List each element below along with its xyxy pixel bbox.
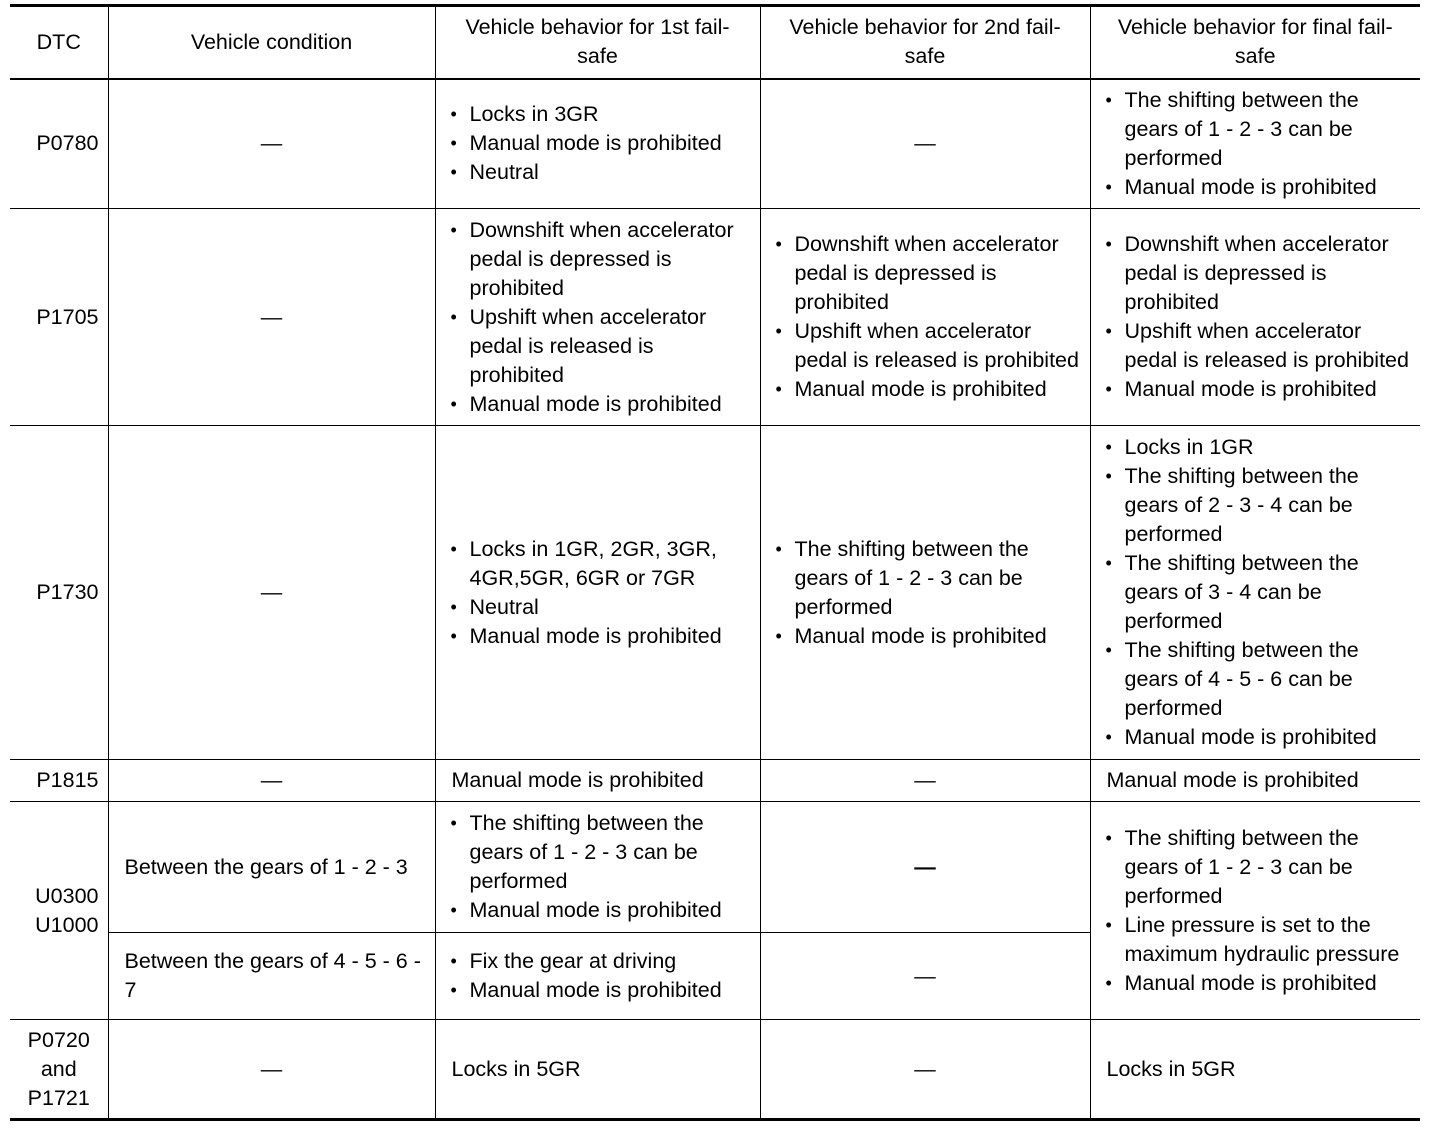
table-row	[10, 426, 1420, 760]
bullet-list	[446, 947, 750, 1005]
bullet-list	[446, 809, 750, 925]
dtc-code: P1815	[10, 760, 108, 802]
list-item: • Neutral	[446, 593, 750, 622]
final-failsafe-cell	[1090, 209, 1420, 426]
bullet-list	[771, 535, 1080, 651]
list-item: • Downshift when accelerator pedal is depressed is prohibited	[1101, 230, 1411, 317]
second-failsafe-dash: —	[760, 1020, 1090, 1120]
condition-dash: —	[108, 79, 435, 209]
bullet-list	[1101, 824, 1411, 998]
final-failsafe-cell: Locks in 5GR	[1090, 1020, 1420, 1120]
list-item: • The shifting between the gears of 4 - 5 - 6 can be performed	[1101, 636, 1411, 723]
first-failsafe-cell	[435, 426, 760, 760]
final-failsafe-cell	[1090, 426, 1420, 760]
header-1st-failsafe: Vehicle behavior for 1st fail-safe	[435, 6, 760, 79]
list-item: • Manual mode is prohibited	[1101, 969, 1411, 998]
final-failsafe-cell: Manual mode is prohibited	[1090, 760, 1420, 802]
condition-dash: —	[108, 1020, 435, 1120]
header-vehicle-condition: Vehicle condition	[108, 6, 435, 79]
second-failsafe-dash: —	[760, 79, 1090, 209]
second-failsafe-dash: —	[760, 760, 1090, 802]
dtc-failsafe-table	[10, 4, 1420, 1121]
first-failsafe-cell: Locks in 5GR	[435, 1020, 760, 1120]
list-item: • Upshift when accelerator pedal is released is prohibited	[771, 317, 1080, 375]
dtc-code-line: and	[40, 1056, 77, 1081]
list-item: • Locks in 3GR	[446, 100, 750, 129]
header-2nd-failsafe: Vehicle behavior for 2nd fail-safe	[760, 6, 1090, 79]
dtc-code	[10, 802, 108, 1020]
condition-dash: —	[108, 760, 435, 802]
list-item: • The shifting between the gears of 1 - 2 - 3 can be performed	[1101, 86, 1411, 173]
dtc-code-line: U0300	[35, 883, 99, 908]
list-item: • Downshift when accelerator pedal is depressed is prohibited	[771, 230, 1080, 317]
bullet-list	[1101, 230, 1411, 404]
list-item: • Downshift when accelerator pedal is depressed is prohibited	[446, 216, 750, 303]
bullet-list	[446, 100, 750, 187]
final-failsafe-cell	[1090, 802, 1420, 1020]
dtc-code-line: P1721	[27, 1085, 90, 1110]
list-item: • Manual mode is prohibited	[446, 390, 750, 419]
first-failsafe-cell: Manual mode is prohibited	[435, 760, 760, 802]
second-failsafe-cell	[760, 426, 1090, 760]
condition-dash: —	[108, 209, 435, 426]
list-item: • Manual mode is prohibited	[446, 622, 750, 651]
header-row	[10, 6, 1420, 79]
list-item: • Manual mode is prohibited	[1101, 723, 1411, 752]
condition-cell: Between the gears of 1 - 2 - 3	[108, 802, 435, 933]
dtc-code	[10, 1020, 108, 1120]
table-row	[10, 802, 1420, 933]
table-row	[10, 209, 1420, 426]
list-item: • Upshift when accelerator pedal is released is prohibited	[1101, 317, 1411, 375]
condition-cell: Between the gears of 4 - 5 - 6 - 7	[108, 933, 435, 1020]
list-item: • Manual mode is prohibited	[446, 129, 750, 158]
list-item: • Manual mode is prohibited	[1101, 375, 1411, 404]
table-row	[10, 79, 1420, 209]
dtc-code-line: U1000	[35, 912, 99, 937]
final-failsafe-cell	[1090, 79, 1420, 209]
list-item: • The shifting between the gears of 1 - 2 - 3 can be performed	[1101, 824, 1411, 911]
list-item: • Locks in 1GR, 2GR, 3GR, 4GR,5GR, 6GR or 7GR	[446, 535, 750, 593]
bullet-list	[1101, 433, 1411, 752]
failsafe-table-page	[10, 4, 1420, 1121]
list-item: • The shifting between the gears of 2 - 3 - 4 can be performed	[1101, 462, 1411, 549]
table-row	[10, 760, 1420, 802]
list-item: • Manual mode is prohibited	[446, 976, 750, 1005]
list-item: • Neutral	[446, 158, 750, 187]
list-item: • Fix the gear at driving	[446, 947, 750, 976]
second-failsafe-cell	[760, 209, 1090, 426]
bullet-list	[446, 216, 750, 419]
list-item: • Line pressure is set to the maximum hydraulic pressure	[1101, 911, 1411, 969]
list-item: • Manual mode is prohibited	[1101, 173, 1411, 202]
list-item: • Manual mode is prohibited	[446, 896, 750, 925]
header-final-failsafe: Vehicle behavior for final fail-safe	[1090, 6, 1420, 79]
bullet-list	[1101, 86, 1411, 202]
list-item: • The shifting between the gears of 1 - 2 - 3 can be performed	[771, 535, 1080, 622]
first-failsafe-cell	[435, 209, 760, 426]
dtc-code-line: P0720	[27, 1027, 90, 1052]
list-item: • Locks in 1GR	[1101, 433, 1411, 462]
list-item: • Upshift when accelerator pedal is released is prohibited	[446, 303, 750, 390]
list-item: • Manual mode is prohibited	[771, 622, 1080, 651]
dtc-code: P0780	[10, 79, 108, 209]
second-failsafe-dash: —	[760, 933, 1090, 1020]
first-failsafe-cell	[435, 79, 760, 209]
table-row	[10, 1020, 1420, 1120]
first-failsafe-cell	[435, 802, 760, 933]
list-item: • Manual mode is prohibited	[771, 375, 1080, 404]
bullet-list	[771, 230, 1080, 404]
second-failsafe-dash: —	[760, 802, 1090, 933]
bullet-list	[446, 535, 750, 651]
dtc-code: P1730	[10, 426, 108, 760]
list-item: • The shifting between the gears of 1 - 2 - 3 can be performed	[446, 809, 750, 896]
header-dtc: DTC	[10, 6, 108, 79]
first-failsafe-cell	[435, 933, 760, 1020]
dtc-code: P1705	[10, 209, 108, 426]
list-item: • The shifting between the gears of 3 - 4 can be performed	[1101, 549, 1411, 636]
condition-dash: —	[108, 426, 435, 760]
